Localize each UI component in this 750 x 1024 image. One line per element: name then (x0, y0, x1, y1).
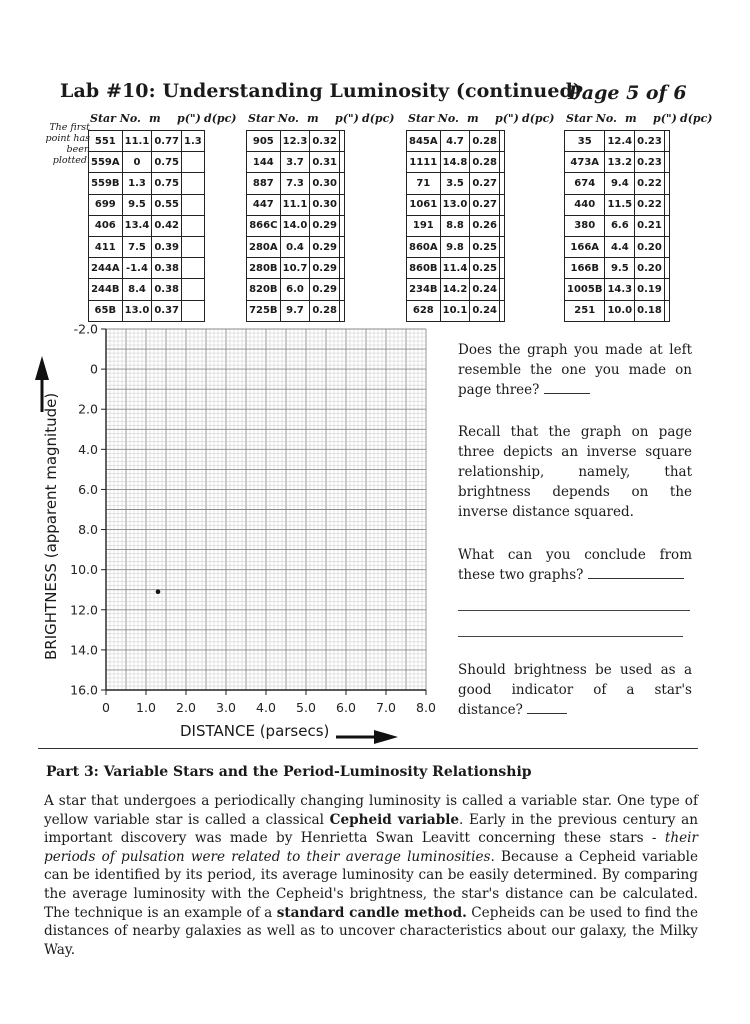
parallax-cell: 0.20 (635, 258, 665, 279)
magnitude-cell: 4.4 (605, 236, 635, 257)
x-axis-label: DISTANCE (parsecs) (180, 722, 330, 740)
star-number-cell: 280B (247, 258, 281, 279)
magnitude-cell: 13.0 (122, 300, 152, 321)
x-tick-label: 2.0 (176, 700, 196, 715)
magnitude-cell: 14.0 (280, 215, 310, 236)
parallax-cell: 0.21 (635, 215, 665, 236)
star-number-cell: 35 (565, 131, 605, 152)
magnitude-cell: 9.8 (440, 236, 470, 257)
star-number-cell: 845A (407, 131, 441, 152)
parallax-cell: 0.55 (152, 194, 182, 215)
star-number-cell: 440 (565, 194, 605, 215)
star-number-cell: 71 (407, 173, 441, 194)
y-tick-label: -2.0 (73, 321, 98, 337)
y-tick-label: 6.0 (78, 481, 98, 497)
magnitude-cell: 0 (122, 152, 152, 173)
y-tick-label: 10.0 (70, 562, 98, 578)
parallax-cell: 0.38 (152, 279, 182, 300)
answer-blank[interactable] (527, 700, 567, 714)
y-arrow-head (35, 356, 49, 380)
parallax-cell: 0.23 (635, 152, 665, 173)
question-1: Does the graph you made at left resemble the one you made on page three? (458, 342, 692, 398)
leavitt-finding: their periods of pulsation were related to their average luminosities (44, 830, 698, 865)
y-tick-label: 2.0 (78, 401, 98, 417)
magnitude-cell: 10.1 (440, 300, 470, 321)
parallax-cell: 0.38 (152, 258, 182, 279)
star-number-cell: 280A (247, 236, 281, 257)
parallax-cell: 0.29 (310, 215, 340, 236)
magnitude-cell: 14.8 (440, 152, 470, 173)
y-tick-label: 8.0 (78, 522, 98, 538)
magnitude-cell: 11.1 (122, 131, 152, 152)
magnitude-cell: 11.1 (280, 194, 310, 215)
parallax-cell: 0.28 (470, 131, 500, 152)
magnitude-cell: 1.3 (122, 173, 152, 194)
star-number-cell: 1061 (407, 194, 441, 215)
star-number-cell: 1005B (565, 279, 605, 300)
x-tick-label: 4.0 (256, 700, 276, 715)
parallax-cell: 0.22 (635, 173, 665, 194)
magnitude-cell: 9.5 (122, 194, 152, 215)
parallax-cell: 0.24 (470, 279, 500, 300)
parallax-cell: 0.37 (152, 300, 182, 321)
parallax-cell: 0.28 (470, 152, 500, 173)
magnitude-cell: 9.7 (280, 300, 310, 321)
magnitude-cell: -1.4 (122, 258, 152, 279)
parallax-cell: 0.29 (310, 236, 340, 257)
magnitude-cell: 10.7 (280, 258, 310, 279)
answer-line[interactable] (458, 636, 683, 637)
part3-paragraph: A star that undergoes a periodically changing luminosity is called a variable star. One type of yellow variable star is called a classical Cepheid variable. Early in the previous century an important discovery was made by Henrietta Swan Leavitt concerning these stars - their periods of pulsation were related to their average luminosities. Because a Cepheid variable can be identified by its period, its average luminosity can be easily determined. By comparing the average luminosity with the Cepheid's brightness, the star's distance can be calculated. The technique is an example of a standard candle method. Cepheids can be used to find the distances of nearby galaxies as well as to uncover characteristics about our galaxy, the Milky Way. (44, 793, 698, 958)
lab-title: Lab #10: Understanding Luminosity (continued) (60, 80, 582, 102)
x-tick-label: 6.0 (336, 700, 356, 715)
parallax-cell: 0.23 (635, 131, 665, 152)
magnitude-cell: 4.7 (440, 131, 470, 152)
parallax-cell: 0.30 (310, 173, 340, 194)
parallax-cell: 0.24 (470, 300, 500, 321)
star-number-cell: 866C (247, 215, 281, 236)
y-axis-label: BRIGHTNESS (apparent magnitude) (42, 392, 60, 660)
y-tick-label: 4.0 (78, 441, 98, 457)
magnitude-cell: 11.4 (440, 258, 470, 279)
answer-line[interactable] (458, 610, 690, 611)
star-number-cell: 559A (89, 152, 123, 173)
star-number-cell: 674 (565, 173, 605, 194)
magnitude-cell: 6.0 (280, 279, 310, 300)
parallax-cell: 0.31 (310, 152, 340, 173)
parallax-cell: 0.75 (152, 152, 182, 173)
magnitude-cell: 6.6 (605, 215, 635, 236)
star-number-cell: 380 (565, 215, 605, 236)
star-number-cell: 905 (247, 131, 281, 152)
term-cepheid: Cepheid variable (329, 811, 460, 828)
magnitude-cell: 3.5 (440, 173, 470, 194)
parallax-cell: 0.18 (635, 300, 665, 321)
term-standard-candle: standard candle method. (276, 904, 467, 921)
parallax-cell: 0.42 (152, 215, 182, 236)
parallax-cell: 0.29 (310, 258, 340, 279)
magnitude-cell: 11.5 (605, 194, 635, 215)
star-number-cell: 65B (89, 300, 123, 321)
question-2: Recall that the graph on page three depicts an inverse square relationship, namely, that brightness depends on the inverse distance squared. (458, 424, 692, 520)
star-number-cell: 860B (407, 258, 441, 279)
star-number-cell: 1111 (407, 152, 441, 173)
star-number-cell: 191 (407, 215, 441, 236)
star-number-cell: 166A (565, 236, 605, 257)
x-arrow-head (374, 730, 398, 744)
magnitude-cell: 8.8 (440, 215, 470, 236)
distance-cell[interactable]: 1.3 (182, 131, 205, 152)
magnitude-cell: 13.0 (440, 194, 470, 215)
parallax-cell: 0.25 (470, 236, 500, 257)
parallax-cell: 0.19 (635, 279, 665, 300)
magnitude-cell: 9.4 (605, 173, 635, 194)
parallax-cell: 0.20 (635, 236, 665, 257)
star-number-cell: 244A (89, 258, 123, 279)
section-divider (38, 748, 698, 749)
magnitude-cell: 12.3 (280, 131, 310, 152)
star-number-cell: 473A (565, 152, 605, 173)
parallax-cell: 0.77 (152, 131, 182, 152)
parallax-cell: 0.30 (310, 194, 340, 215)
parallax-cell: 0.25 (470, 258, 500, 279)
part3-heading: Part 3: Variable Stars and the Period-Luminosity Relationship (46, 764, 532, 780)
star-number-cell: 244B (89, 279, 123, 300)
magnitude-cell: 13.2 (605, 152, 635, 173)
star-number-cell: 725B (247, 300, 281, 321)
magnitude-cell: 0.4 (280, 236, 310, 257)
y-tick-label: 0 (90, 361, 98, 377)
parallax-cell: 0.29 (310, 279, 340, 300)
x-tick-label: 5.0 (296, 700, 316, 715)
parallax-cell: 0.75 (152, 173, 182, 194)
parallax-cell: 0.26 (470, 215, 500, 236)
magnitude-cell: 14.2 (440, 279, 470, 300)
magnitude-cell: 12.4 (605, 131, 635, 152)
magnitude-cell: 13.4 (122, 215, 152, 236)
magnitude-cell: 7.5 (122, 236, 152, 257)
star-number-cell: 559B (89, 173, 123, 194)
star-number-cell: 887 (247, 173, 281, 194)
plotted-point (156, 589, 161, 594)
star-number-cell: 551 (89, 131, 123, 152)
x-tick-label: 0 (102, 700, 110, 715)
magnitude-cell: 3.7 (280, 152, 310, 173)
star-number-cell: 411 (89, 236, 123, 257)
answer-blank[interactable] (544, 380, 590, 394)
y-tick-label: 16.0 (70, 682, 98, 698)
magnitude-cell: 7.3 (280, 173, 310, 194)
x-tick-label: 3.0 (216, 700, 236, 715)
question-4: Should brightness be used as a good indicator of a star's distance? (458, 662, 692, 718)
x-tick-label: 7.0 (376, 700, 396, 715)
star-number-cell: 166B (565, 258, 605, 279)
star-number-cell: 234B (407, 279, 441, 300)
magnitude-cell: 10.0 (605, 300, 635, 321)
magnitude-cell: 8.4 (122, 279, 152, 300)
star-number-cell: 144 (247, 152, 281, 173)
magnitude-cell: 9.5 (605, 258, 635, 279)
star-number-cell: 699 (89, 194, 123, 215)
plotted-note: The first point has been plotted. (45, 122, 90, 166)
star-number-cell: 406 (89, 215, 123, 236)
star-number-cell: 860A (407, 236, 441, 257)
parallax-cell: 0.39 (152, 236, 182, 257)
star-number-cell: 447 (247, 194, 281, 215)
parallax-cell: 0.27 (470, 173, 500, 194)
parallax-cell: 0.32 (310, 131, 340, 152)
star-number-cell: 820B (247, 279, 281, 300)
parallax-cell: 0.28 (310, 300, 340, 321)
y-tick-label: 12.0 (70, 602, 98, 618)
y-tick-label: 14.0 (70, 642, 98, 658)
magnitude-cell: 14.3 (605, 279, 635, 300)
x-tick-label: 8.0 (416, 700, 436, 715)
page-number: Page 5 of 6 (568, 82, 687, 104)
parallax-cell: 0.22 (635, 194, 665, 215)
parallax-cell: 0.27 (470, 194, 500, 215)
question-3: What can you conclude from these two graphs? (458, 547, 692, 583)
answer-blank[interactable] (588, 565, 684, 579)
star-number-cell: 251 (565, 300, 605, 321)
x-tick-label: 1.0 (136, 700, 156, 715)
star-number-cell: 628 (407, 300, 441, 321)
